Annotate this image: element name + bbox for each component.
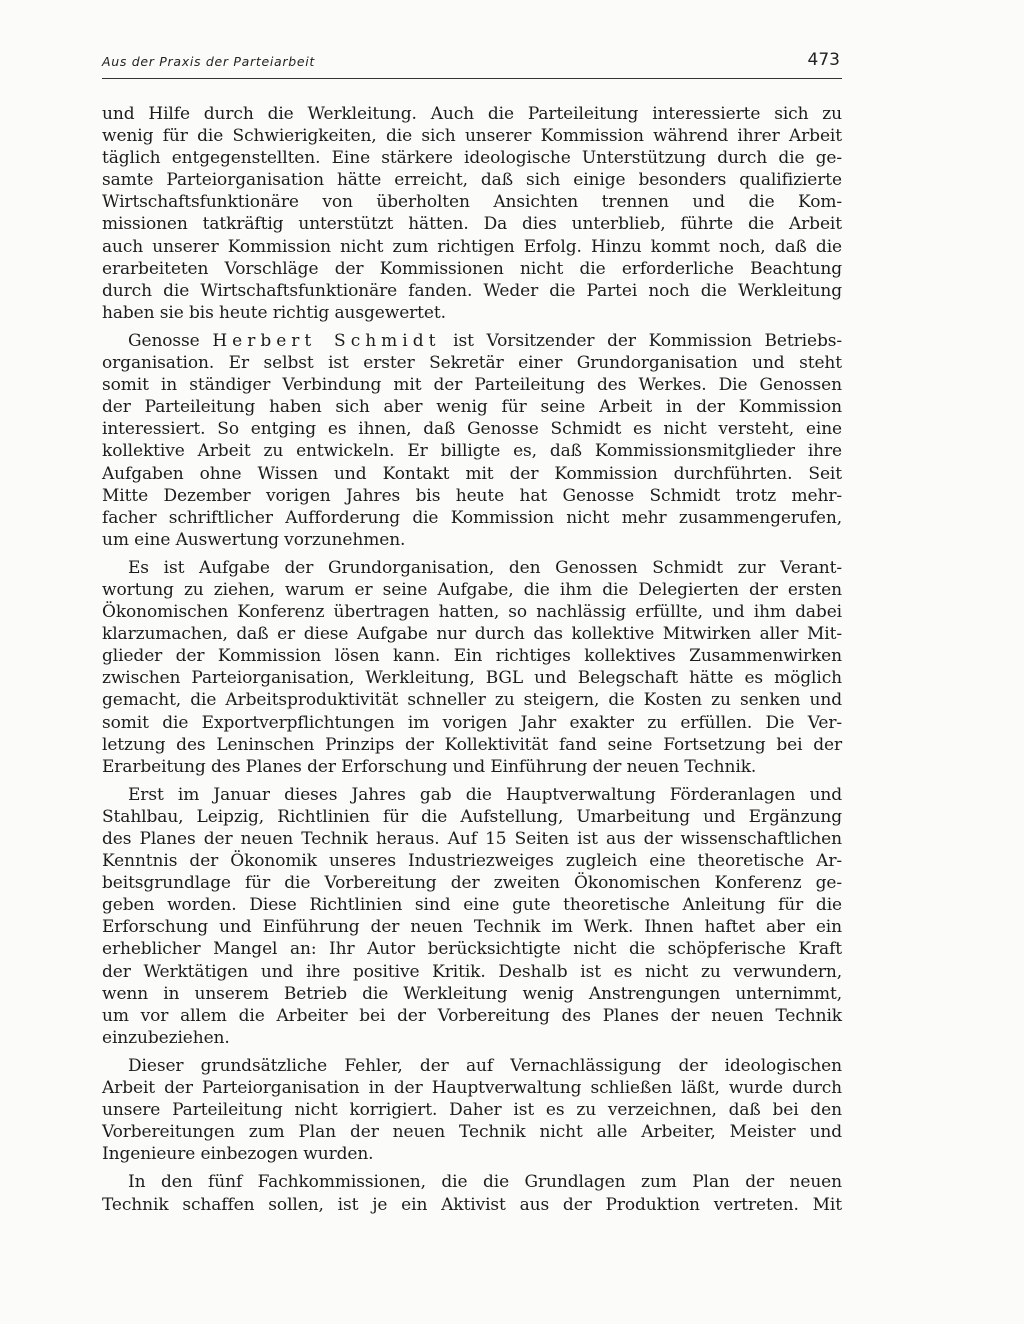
text-line: Vorbereitungen zum Plan der neuen Technik nicht alle Arbeiter, Meister und bbox=[102, 1122, 842, 1143]
text-line: und Hilfe durch die Werkleitung. Auch die Parteileitung interessierte sich zu bbox=[102, 104, 842, 124]
text-line: Dieser grundsätzliche Fehler, der auf Vernachlässigung der ideologischen bbox=[128, 1055, 842, 1076]
text-line: organisation. Er selbst ist erster Sekretär einer Grundorganisation und steht bbox=[102, 353, 842, 374]
text-line: Stahlbau, Leipzig, Richtlinien für die Aufstellung, Umarbeitung und Ergänzung bbox=[102, 806, 842, 827]
text-line: kollektive Arbeit zu entwickeln. Er billigte es, daß Kommissionsmitglieder ihre bbox=[102, 441, 842, 462]
text-line: haben sie bis heute richtig ausgewertet. bbox=[102, 302, 446, 323]
paragraph-5 bbox=[102, 1055, 842, 1165]
text-line: Ingenieure einbezogen wurden. bbox=[102, 1144, 374, 1165]
text-line: erarbeiteten Vorschläge der Kommissionen nicht die erforderliche Beachtung bbox=[102, 258, 842, 279]
text-line: Erst im Januar dieses Jahres gab die Hauptverwaltung Förderanlagen und bbox=[128, 784, 842, 805]
paragraph-3 bbox=[102, 557, 842, 778]
text-line: Technik schaffen sollen, ist je ein Aktivist aus der Produktion vertreten. Mit bbox=[102, 1194, 842, 1215]
text-line: samte Parteiorganisation hätte erreicht, daß sich einige besonders qualifizierte bbox=[102, 170, 842, 191]
text-line: gemacht, die Arbeitsproduktivität schneller zu steigern, die Kosten zu senken und bbox=[102, 690, 842, 711]
text-line: Erarbeitung des Planes der Erforschung und Einführung der neuen Technik. bbox=[102, 756, 757, 777]
text-line: missionen tatkräftig unterstützt hätten. Da dies unterblieb, führte die Arbeit bbox=[102, 214, 842, 235]
text-line: somit die Exportverpflichtungen im vorigen Jahr exakter zu erfüllen. Die Ver- bbox=[102, 712, 842, 733]
text-line-with-spaced-name bbox=[102, 330, 842, 352]
text-line: erheblicher Mangel an: Ihr Autor berücksichtigte nicht die schöpferische Kraft bbox=[102, 939, 842, 960]
text-line: beitsgrundlage für die Vorbereitung der zweiten Ökonomischen Konferenz ge- bbox=[102, 873, 842, 894]
text-line: durch die Wirtschaftsfunktionäre fanden. Weder die Partei noch die Werkleitung bbox=[102, 280, 842, 301]
paragraph-6 bbox=[102, 1171, 842, 1215]
paragraph-1 bbox=[102, 103, 842, 324]
text-line: In den fünf Fachkommissionen, die die Grundlagen zum Plan der neuen bbox=[128, 1172, 842, 1193]
page-header bbox=[102, 48, 842, 79]
text-line: wenn in unserem Betrieb die Werkleitung wenig Anstrengungen unternimmt, bbox=[102, 983, 842, 1004]
text-line: geben worden. Diese Richtlinien sind eine gute theoretische Anleitung für die bbox=[102, 895, 842, 916]
text-line: Es ist Aufgabe der Grundorganisation, den Genossen Schmidt zur Verant- bbox=[128, 557, 842, 578]
text-line: Ökonomischen Konferenz übertragen hatten, so nachlässig erfüllte, und ihm dabei bbox=[102, 602, 842, 623]
text-line: Arbeit der Parteiorganisation in der Hauptverwaltung schließen läßt, wurde durch bbox=[102, 1078, 842, 1099]
text-line: somit in ständiger Verbindung mit der Parteileitung des Werkes. Die Genossen bbox=[102, 375, 842, 396]
text-line: der Werktätigen und ihre positive Kritik. Deshalb ist es nicht zu verwundern, bbox=[102, 961, 842, 982]
text-line: facher schriftlicher Aufforderung die Kommission nicht mehr zusammengerufen, bbox=[102, 507, 842, 528]
text-line: interessiert. So entging es ihnen, daß Genosse Schmidt es nicht versteht, eine bbox=[102, 419, 842, 440]
text-line: Aufgaben ohne Wissen und Kontakt mit der Kommission durchführten. Seit bbox=[102, 463, 842, 484]
text-line: Kenntnis der Ökonomik unseres Industriezweiges zugleich eine theoretische Ar- bbox=[102, 851, 842, 872]
text-line: des Planes der neuen Technik heraus. Auf 15 Seiten ist aus der wissenschaftlichen bbox=[102, 829, 842, 849]
page-number: 473 bbox=[807, 50, 840, 70]
text-run: ist Vorsitzender der Kommission Betriebs- bbox=[440, 330, 842, 351]
text-line: um vor allem die Arbeiter bei der Vorbereitung des Planes der neuen Technik bbox=[102, 1005, 842, 1026]
text-line: unsere Parteileitung nicht korrigiert. Daher ist es zu verzeichnen, daß bei den bbox=[102, 1100, 842, 1121]
paragraph-4 bbox=[102, 784, 842, 1049]
text-run: Genosse bbox=[128, 330, 213, 351]
text-line: Wirtschaftsfunktionäre von überholten Ansichten trennen und die Kom- bbox=[102, 192, 842, 213]
text-line: glieder der Kommission lösen kann. Ein richtiges kollektives Zusammenwirken bbox=[102, 646, 842, 667]
text-line: zwischen Parteiorganisation, Werkleitung, BGL und Belegschaft hätte es möglich bbox=[102, 668, 842, 689]
text-line: wenig für die Schwierigkeiten, die sich unserer Kommission während ihrer Arbeit bbox=[102, 126, 842, 147]
text-line: auch unserer Kommission nicht zum richtigen Erfolg. Hinzu kommt noch, daß die bbox=[102, 236, 842, 257]
paragraph-2 bbox=[102, 330, 842, 551]
text-line: Erforschung und Einführung der neuen Technik im Werk. Ihnen haftet aber ein bbox=[102, 917, 842, 938]
text-line: Mitte Dezember vorigen Jahres bis heute hat Genosse Schmidt trotz mehr- bbox=[102, 485, 842, 506]
body-text bbox=[102, 103, 842, 1222]
running-title: Aus der Praxis der Parteiarbeit bbox=[102, 54, 316, 69]
text-line: der Parteileitung haben sich aber wenig für seine Arbeit in der Kommission bbox=[102, 397, 842, 418]
text-line: klarzumachen, daß er diese Aufgabe nur durch das kollektive Mitwirken aller Mit- bbox=[102, 624, 842, 645]
text-line: wortung zu ziehen, warum er seine Aufgabe, die ihm die Delegierten der ersten bbox=[102, 579, 842, 600]
spaced-person-name: Herbert Schmidt bbox=[212, 330, 441, 351]
text-line: um eine Auswertung vorzunehmen. bbox=[102, 529, 406, 550]
text-line: täglich entgegenstellten. Eine stärkere ideologische Unterstützung durch die ge- bbox=[102, 148, 842, 169]
text-line: letzung des Leninschen Prinzips der Kollektivität fand seine Fortsetzung bei der bbox=[102, 734, 842, 755]
text-line: einzubeziehen. bbox=[102, 1027, 230, 1048]
